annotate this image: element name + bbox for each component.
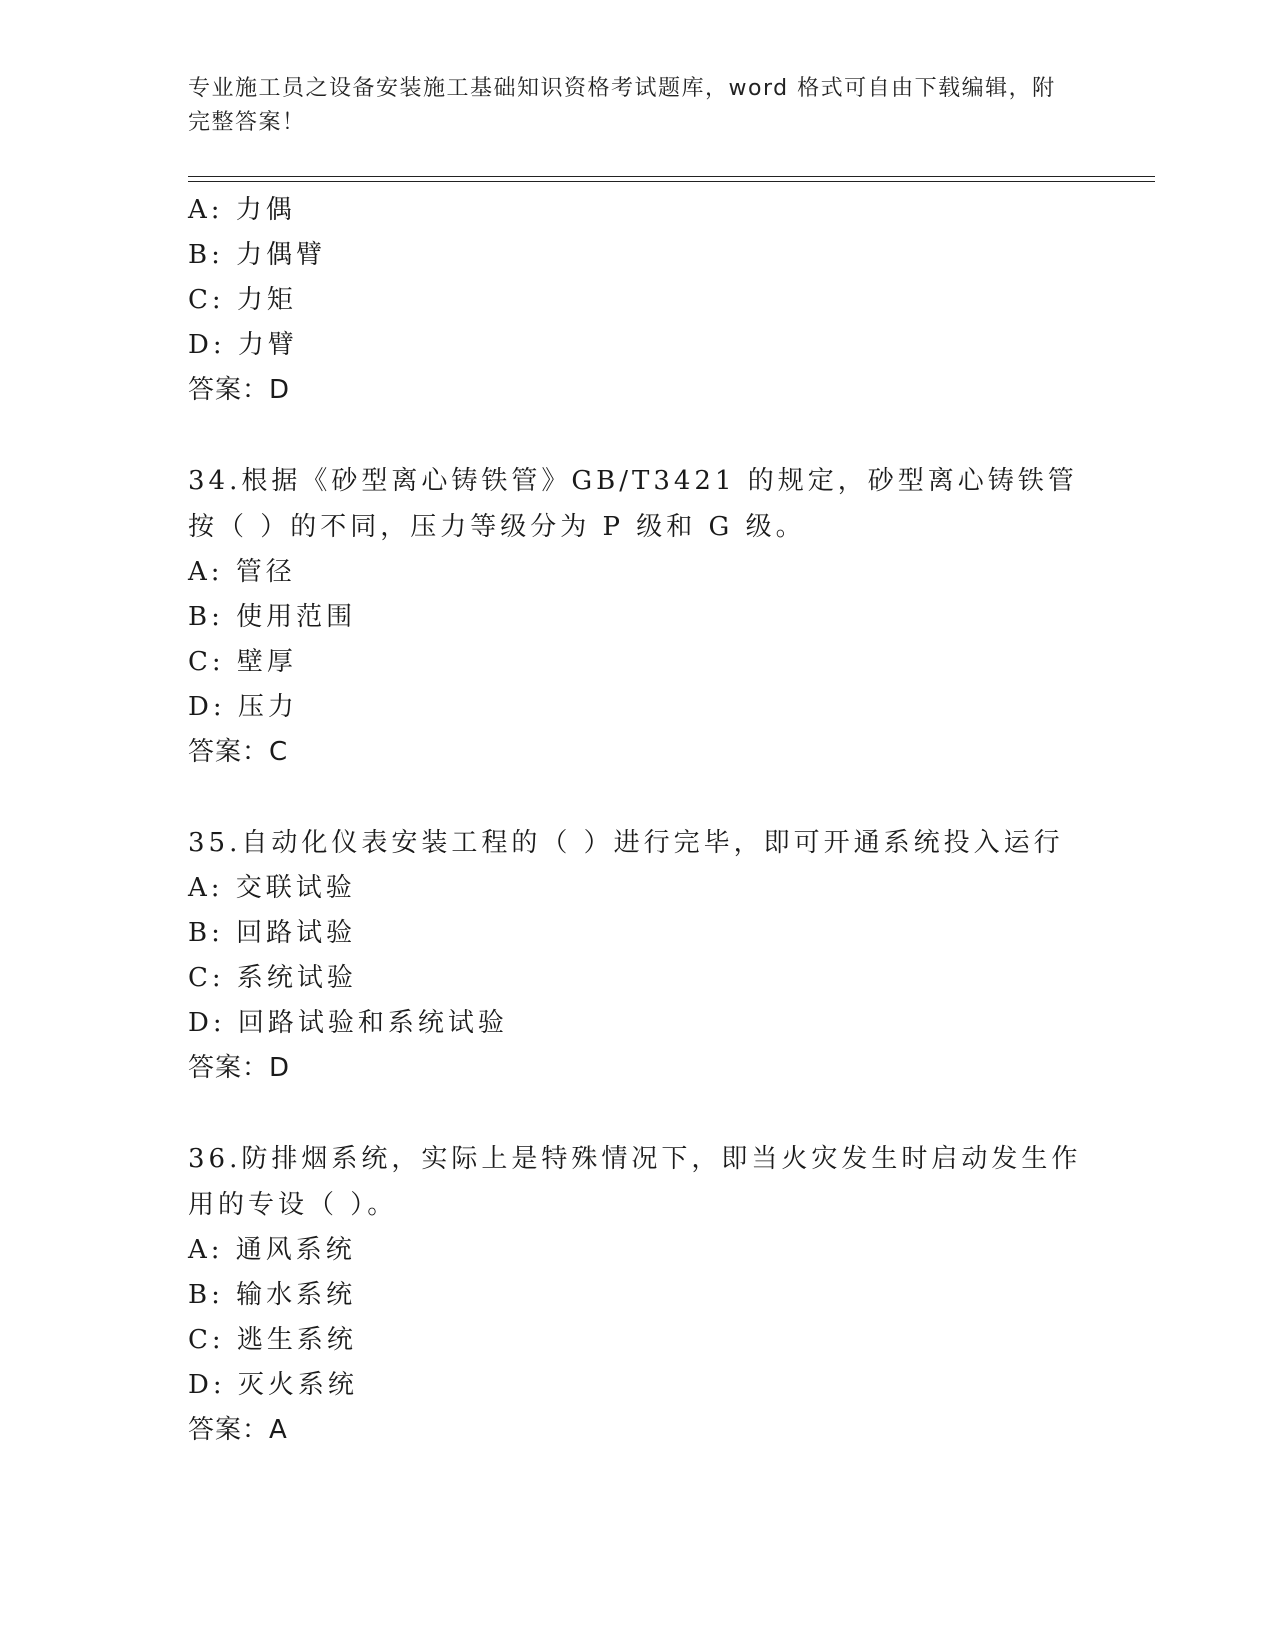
question-list [188, 188, 1088, 1453]
option-a: A: 通风系统 [188, 1235, 356, 1265]
option-a: A: 管径 [188, 557, 296, 587]
option-d: D: 回路试验和系统试验 [188, 1008, 508, 1038]
option-d: D: 力臂 [188, 330, 298, 360]
prev-question-block [188, 188, 1088, 413]
header-rule-top [188, 176, 1155, 177]
answer-line: 答案：C [188, 737, 289, 767]
answer-line: 答案：D [188, 375, 291, 405]
answer-line: 答案：A [188, 1415, 288, 1445]
option-b: B: 力偶臂 [188, 240, 327, 270]
question-text: 34.根据《砂型离心铸铁管》GB/T3421 的规定，砂型离心铸铁管按（ ）的不同，压力等级分为 P 级和 G 级。 [188, 466, 1078, 542]
question-text: 35.自动化仪表安装工程的（ ）进行完毕，即可开通系统投入运行 [188, 828, 1064, 858]
option-a: A: 力偶 [188, 195, 296, 225]
option-c: C: 逃生系统 [188, 1325, 357, 1355]
option-a: A: 交联试验 [188, 873, 356, 903]
question-block-35 [188, 820, 1088, 1091]
question-text: 36.防排烟系统，实际上是特殊情况下，即当火灾发生时启动发生作用的专设（ ）。 [188, 1144, 1082, 1220]
option-b: B: 使用范围 [188, 602, 357, 632]
option-d: D: 压力 [188, 692, 298, 722]
question-block-36 [188, 1136, 1088, 1453]
option-c: C: 力矩 [188, 285, 297, 315]
document-header: 专业施工员之设备安装施工基础知识资格考试题库，word 格式可自由下载编辑，附完整答案！ [188, 76, 1056, 135]
option-c: C: 壁厚 [188, 647, 297, 677]
option-c: C: 系统试验 [188, 963, 357, 993]
option-b: B: 回路试验 [188, 918, 357, 948]
question-block-34 [188, 458, 1088, 775]
header-rule-bottom [188, 181, 1155, 182]
option-d: D: 灭火系统 [188, 1370, 358, 1400]
option-b: B: 输水系统 [188, 1280, 357, 1310]
answer-line: 答案：D [188, 1053, 291, 1083]
